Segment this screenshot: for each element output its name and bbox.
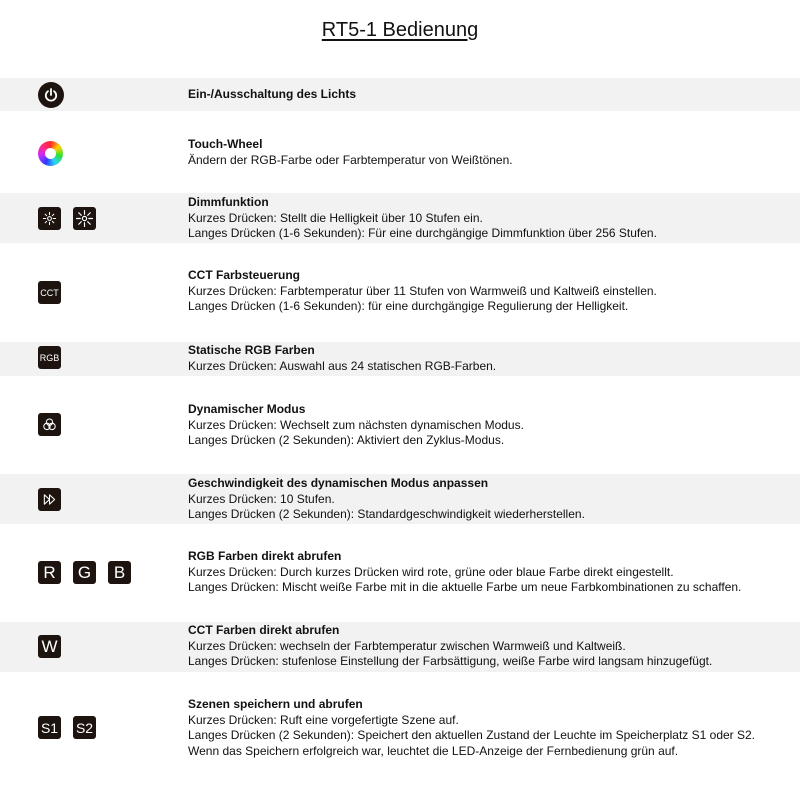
row-line: Kurzes Drücken: Ruft eine vorgefertigte Szene auf.	[188, 712, 459, 727]
cct-key: CCT	[38, 281, 61, 304]
row-line: Langes Drücken: stufenlose Einstellung der Farbsättigung, weiße Farbe wird langsam hinzugefügt.	[188, 654, 713, 669]
row-line: Langes Drücken (2 Sekunden): Aktiviert den Zyklus-Modus.	[188, 433, 505, 448]
row-line: Langes Drücken (2 Sekunden): Standardgeschwindigkeit wiederherstellen.	[188, 507, 585, 522]
brightness-up-icon	[73, 207, 96, 230]
speed-icon	[38, 488, 61, 511]
row-line: Kurzes Drücken: Durch kurzes Drücken wird rote, grüne oder blaue Farbe direkt eingestellt.	[188, 564, 674, 579]
row-line: Kurzes Drücken: Stellt die Helligkeit über 10 Stufen ein.	[188, 210, 483, 225]
s1-key: S1	[38, 716, 61, 739]
row-line: Langes Drücken (1-6 Sekunden): für eine durchgängige Regulierung der Helligkeit.	[188, 299, 629, 314]
rgb-key: RGB	[38, 346, 61, 369]
row-line: Kurzes Drücken: Auswahl aus 24 statischen RGB-Farben.	[188, 358, 497, 373]
s2-key: S2	[73, 716, 96, 739]
row-heading: RGB Farben direkt abrufen	[188, 549, 342, 563]
row-heading: Geschwindigkeit des dynamischen Modus anpassen	[188, 476, 489, 490]
row-heading: Szenen speichern und abrufen	[188, 697, 363, 711]
row-line: Ändern der RGB-Farbe oder Farbtemperatur von Weißtönen.	[188, 152, 513, 167]
color-wheel-icon	[38, 141, 63, 166]
row-heading: Dynamischer Modus	[188, 402, 306, 416]
row-line: Kurzes Drücken: Wechselt zum nächsten dynamischen Modus.	[188, 417, 524, 432]
page-title: RT5-1 Bedienung	[321, 19, 479, 41]
g-key: G	[73, 561, 96, 584]
row-heading: Touch-Wheel	[188, 137, 263, 151]
brightness-down-icon	[38, 207, 61, 230]
row-line: Kurzes Drücken: 10 Stufen.	[188, 491, 335, 506]
row-heading: Dimmfunktion	[188, 195, 269, 209]
row-line: Langes Drücken (1-6 Sekunden): Für eine durchgängige Dimmfunktion über 256 Stufen.	[188, 226, 657, 241]
row-heading: Ein-/Ausschaltung des Lichts	[188, 87, 357, 101]
w-key: W	[38, 635, 61, 658]
row-line: Kurzes Drücken: Farbtemperatur über 11 Stufen von Warmweiß und Kaltweiß einstellen.	[188, 283, 657, 298]
row-heading: CCT Farben direkt abrufen	[188, 623, 340, 637]
row-heading: Statische RGB Farben	[188, 343, 315, 357]
b-key: B	[108, 561, 131, 584]
dynamic-mode-icon	[38, 413, 61, 436]
row-line: Wenn das Speichern erfolgreich war, leuchtet die LED-Anzeige der Fernbedienung grün auf.	[188, 743, 679, 758]
row-line: Langes Drücken: Mischt weiße Farbe mit in die aktuelle Farbe um neue Farbkombinationen zu schaffen.	[188, 580, 742, 595]
row-line: Kurzes Drücken: wechseln der Farbtemperatur zwischen Warmweiß und Kaltweiß.	[188, 638, 626, 653]
power-icon	[38, 82, 64, 108]
r-key: R	[38, 561, 61, 584]
row-band	[0, 78, 800, 111]
row-line: Langes Drücken (2 Sekunden): Speichert den aktuellen Zustand der Leuchte im Speicherplatz S1 oder S2.	[188, 728, 756, 743]
row-heading: CCT Farbsteuerung	[188, 268, 301, 282]
